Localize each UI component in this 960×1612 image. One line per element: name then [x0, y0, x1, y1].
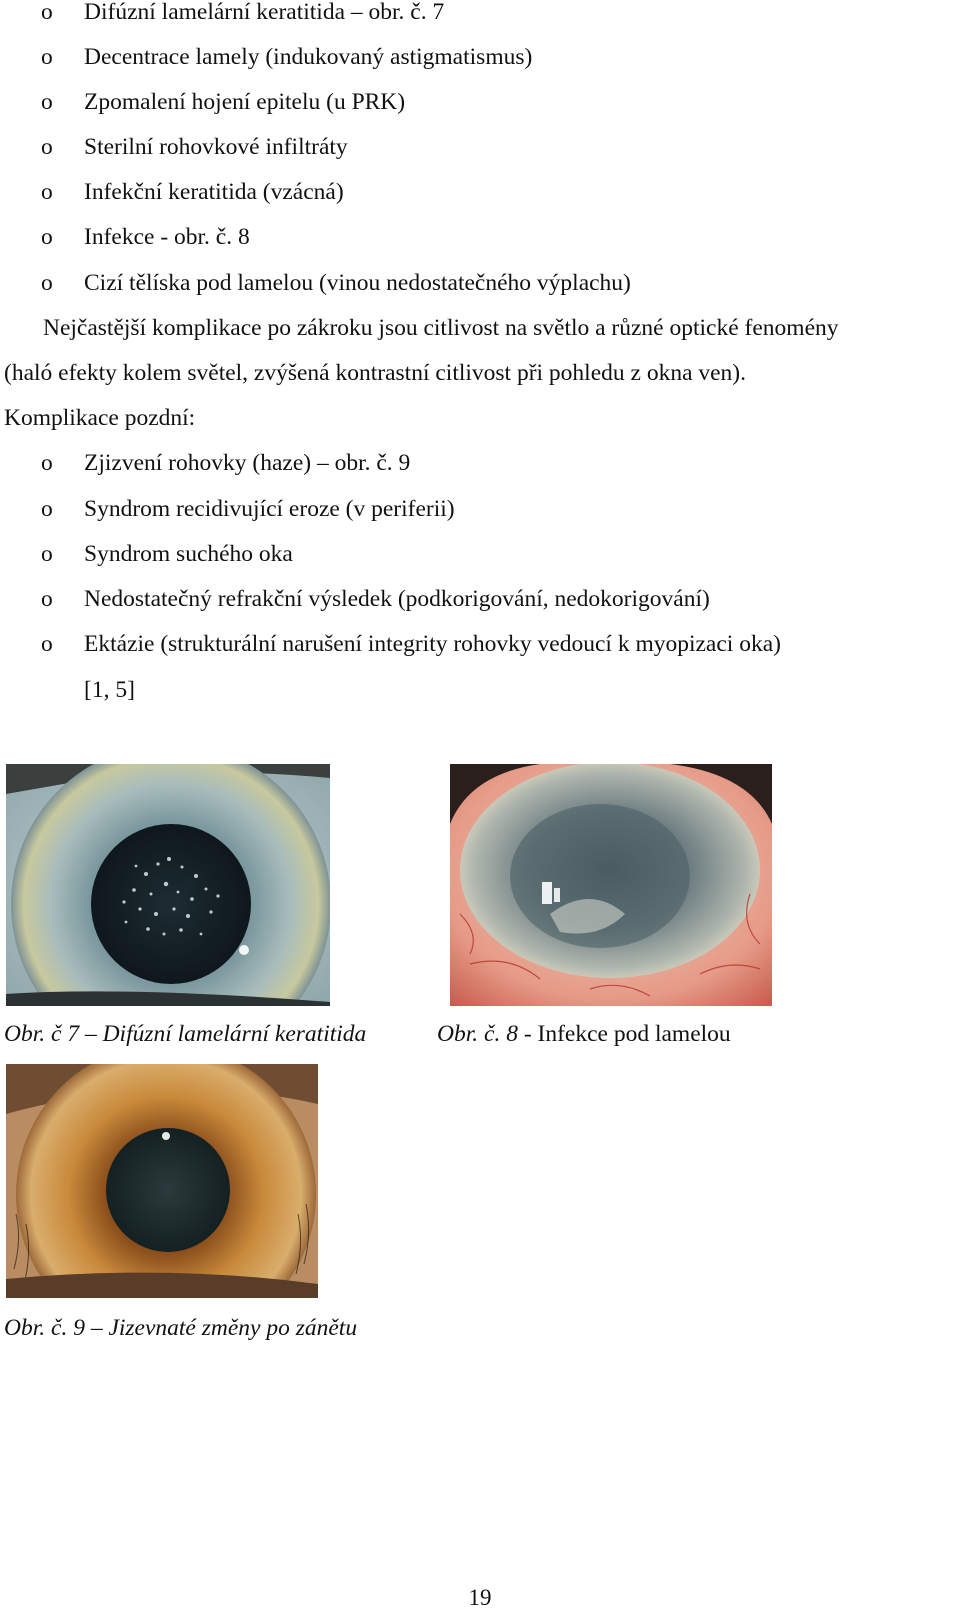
list-item: Cizí tělíska pod lamelou (vinou nedostatečného výplachu): [84, 270, 631, 296]
list-item: Syndrom suchého oka: [84, 541, 293, 567]
paragraph-line-2: (haló efekty kolem světel, zvýšená kontrastní citlivost při pohledu z okna ven).: [4, 360, 747, 386]
bullet-marker: o: [41, 134, 53, 160]
list-item: Zjizvení rohovky (haze) – obr. č. 9: [84, 450, 411, 476]
bullet-marker: o: [41, 450, 53, 476]
list-item: Decentrace lamely (indukovaný astigmatismus): [84, 44, 533, 70]
bullet-marker: o: [41, 541, 53, 567]
page-number: 19: [468, 1585, 492, 1610]
list-item: Infekce - obr. č. 8: [84, 224, 250, 250]
bullet-marker: o: [41, 631, 53, 657]
list-item: Zpomalení hojení epitelu (u PRK): [84, 89, 406, 115]
bullet-marker: o: [41, 179, 53, 205]
bullet-marker: o: [41, 44, 53, 70]
bullet-marker: o: [41, 224, 53, 250]
late-complications-heading: Komplikace pozdní:: [4, 405, 196, 431]
figure-7-label: Obr. č 7 –: [4, 1021, 103, 1047]
list-item: Infekční keratitida (vzácná): [84, 179, 344, 205]
figure-7-caption: [4, 1019, 366, 1049]
figure-9-image: [6, 1064, 318, 1298]
list-item: Ektázie (strukturální narušení integrity rohovky vedoucí k myopizaci oka): [84, 631, 781, 657]
bullet-marker: o: [41, 89, 53, 115]
paragraph-line-1: Nejčastější komplikace po zákroku jsou citlivost na světlo a různé optické fenomény: [43, 315, 839, 341]
bullet-marker: o: [41, 0, 53, 25]
figure-8-label: Obr. č. 8: [437, 1021, 518, 1047]
figure-7-image: [6, 764, 330, 1006]
list-item: Sterilní rohovkové infiltráty: [84, 134, 348, 160]
figure-8-image: [450, 764, 772, 1006]
bullet-marker: o: [41, 586, 53, 612]
figure-9-label: Obr. č. 9 – Jizevnaté změny po zánětu: [4, 1315, 358, 1341]
list-item: Difúzní lamelární keratitida – obr. č. 7: [84, 0, 445, 25]
bullet-marker: o: [41, 496, 53, 522]
list-item: Syndrom recidivující eroze (v periferii): [84, 496, 455, 522]
figure-8-title: - Infekce pod lamelou: [517, 1021, 731, 1047]
list-item: Nedostatečný refrakční výsledek (podkorigování, nedokorigování): [84, 586, 710, 612]
figure-7-title: Difúzní lamelární keratitida: [102, 1021, 367, 1047]
reference: [1, 5]: [84, 677, 135, 703]
figure-8-caption: [437, 1019, 731, 1049]
figure-9-caption: [4, 1313, 357, 1343]
bullet-marker: o: [41, 270, 53, 296]
